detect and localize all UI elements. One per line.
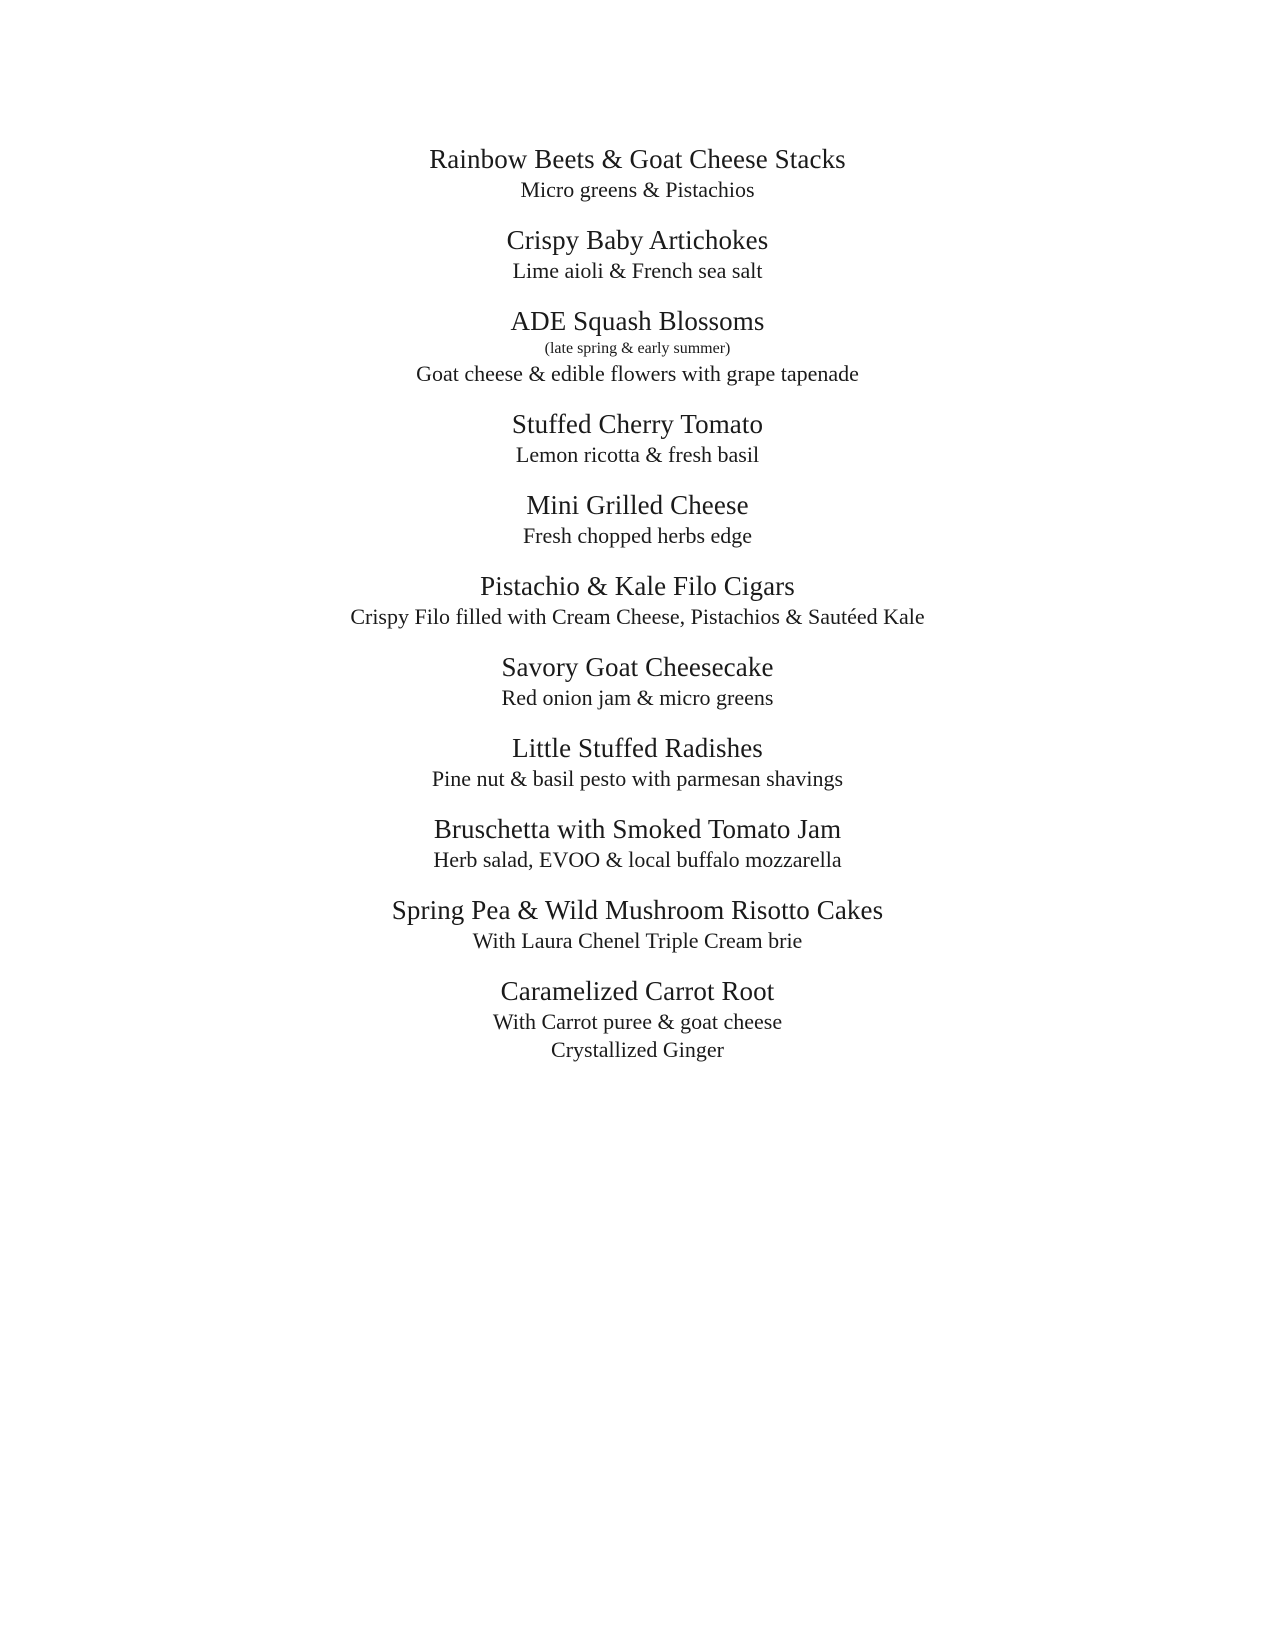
menu-item-description: Herb salad, EVOO & local buffalo mozzarella — [433, 847, 842, 872]
menu-item-description: Lemon ricotta & fresh basil — [515, 442, 760, 467]
menu-item-title: Spring Pea & Wild Mushroom Risotto Cakes — [391, 895, 884, 925]
menu-list — [0, 143, 1275, 1084]
menu-item — [0, 570, 1275, 631]
menu-item — [0, 489, 1275, 550]
menu-item — [0, 813, 1275, 874]
menu-item-description: Fresh chopped herbs edge — [522, 523, 753, 548]
menu-item-description: Crystallized Ginger — [551, 1037, 724, 1062]
menu-item-description: Goat cheese & edible flowers with grape tapenade — [416, 361, 859, 386]
menu-item-seasonal-note: (late spring & early summer) — [544, 340, 731, 357]
menu-item-title: Pistachio & Kale Filo Cigars — [480, 571, 795, 601]
menu-item-description: Lime aioli & French sea salt — [512, 258, 763, 283]
menu-item-title: Crispy Baby Artichokes — [506, 225, 769, 255]
menu-item — [0, 651, 1275, 712]
menu-item-description: Crispy Filo filled with Cream Cheese, Pistachios & Sautéed Kale — [350, 604, 925, 629]
menu-item-title: Caramelized Carrot Root — [500, 976, 775, 1006]
menu-item-title: Mini Grilled Cheese — [526, 490, 749, 520]
menu-item — [0, 408, 1275, 469]
menu-item — [0, 975, 1275, 1064]
menu-item-title: Savory Goat Cheesecake — [501, 652, 774, 682]
menu-item — [0, 224, 1275, 285]
menu-item-title: ADE Squash Blossoms — [510, 306, 765, 336]
menu-item-title: Rainbow Beets & Goat Cheese Stacks — [429, 144, 846, 174]
menu-item-description: With Laura Chenel Triple Cream brie — [472, 928, 803, 953]
menu-item-title: Stuffed Cherry Tomato — [511, 409, 764, 439]
menu-item-description: Pine nut & basil pesto with parmesan shavings — [431, 766, 844, 791]
menu-item — [0, 894, 1275, 955]
menu-item-description: Red onion jam & micro greens — [501, 685, 774, 710]
menu-item-description: With Carrot puree & goat cheese — [492, 1009, 783, 1034]
menu-item — [0, 732, 1275, 793]
menu-item-title: Bruschetta with Smoked Tomato Jam — [433, 814, 842, 844]
menu-item-title: Little Stuffed Radishes — [512, 733, 763, 763]
menu-item — [0, 305, 1275, 388]
menu-item — [0, 143, 1275, 204]
menu-item-description: Micro greens & Pistachios — [520, 177, 755, 202]
